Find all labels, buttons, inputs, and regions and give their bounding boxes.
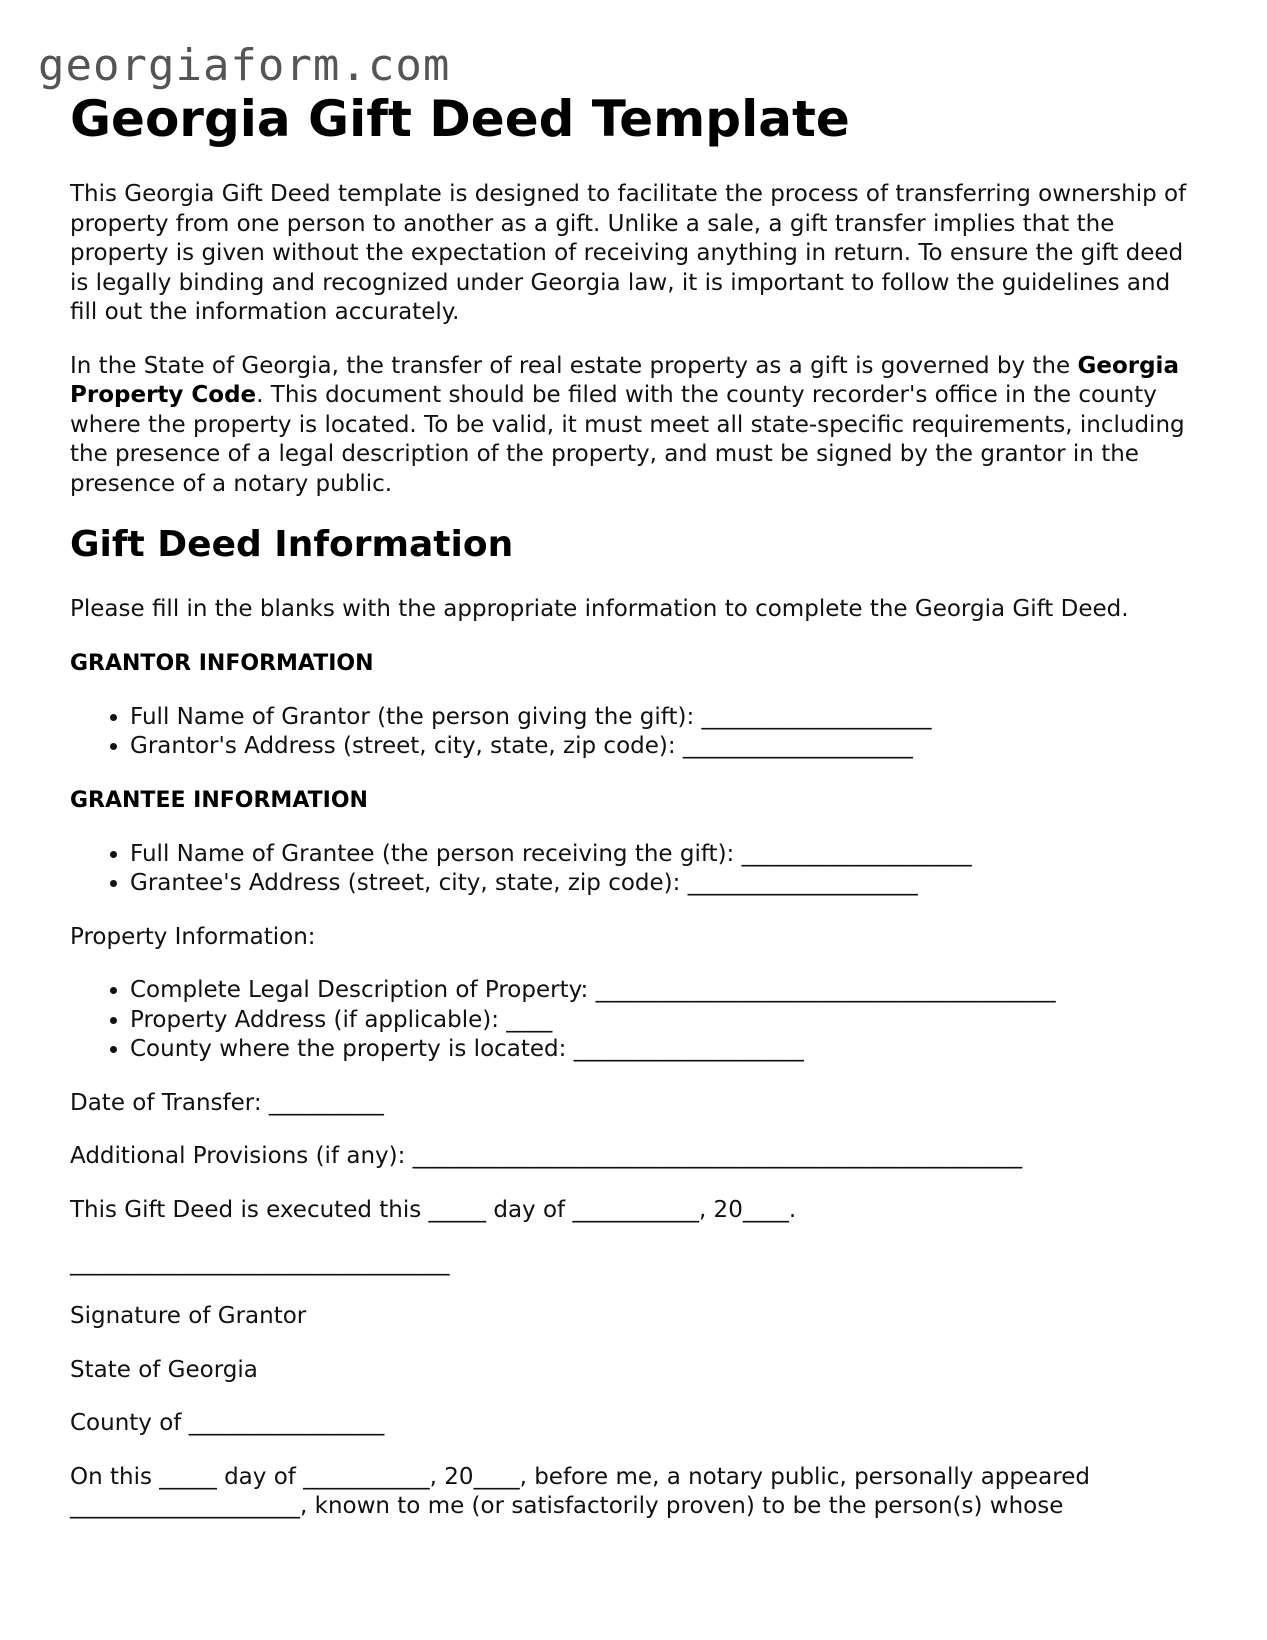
property-county-field: • County where the property is located: ____________________: [130, 1035, 1200, 1065]
date-of-transfer-field: Date of Transfer: __________: [70, 1089, 384, 1116]
grantor-list: [70, 703, 1200, 762]
document-body: [70, 86, 1200, 1546]
intro-paragraph-2-end: . This document should be filed with the county recorder's office in the county where the property is located. To be valid, it must meet all state-specific requirements, including the presence of a legal description of the property, and must be signed by the grantor in the presence of a notary public.: [70, 382, 1185, 497]
notary-acknowledgment: On this _____ day of ___________, 20____, before me, a notary public, personally appeared ____________________, known to me (or satisfactorily proven) to be the person(s) whose: [70, 1463, 1090, 1519]
signature-label: Signature of Grantor: [70, 1303, 307, 1329]
grantor-name-field: • Full Name of Grantor (the person giving the gift): ____________________: [130, 703, 1200, 733]
grantee-label: GRANTEE INFORMATION: [70, 787, 368, 813]
georgia-property-code: Georgia Property Code: [70, 352, 1179, 408]
county-field: County of _________________: [70, 1410, 385, 1436]
grantee-name-field: • Full Name of Grantee (the person receiving the gift): ____________________: [130, 840, 1200, 870]
execution-date-line: This Gift Deed is executed this _____ day of ___________, 20____.: [70, 1196, 797, 1223]
property-list: [70, 976, 1200, 1065]
intro-paragraph-1: This Georgia Gift Deed template is designed to facilitate the process of transferring ownership of property from one person to another as a gift. Unlike a sale, a gift transfer implies that the property is given without the expectation of receiving anything in return. To ensure the gift deed is legally binding and recognized under Georgia law, it is important to follow the guidelines and fill out the information accurately.: [70, 181, 1187, 325]
watermark-text: georgiaform.com: [38, 40, 451, 91]
additional-provisions-field: Additional Provisions (if any): _____________________________________________________: [70, 1143, 1023, 1169]
page-title: Georgia Gift Deed Template: [70, 90, 850, 148]
signature-line: _________________________________: [70, 1250, 450, 1276]
grantee-address-field: • Grantee's Address (street, city, state, zip code): ____________________: [130, 869, 1200, 899]
property-address-field: • Property Address (if applicable): ____: [130, 1006, 1200, 1036]
grantor-address-field: • Grantor's Address (street, city, state, zip code): ____________________: [130, 732, 1200, 762]
intro-paragraph-2-start: In the State of Georgia, the transfer of real estate property as a gift is governed by the: [70, 352, 1078, 379]
legal-description-field: • Complete Legal Description of Property: ________________________________________: [130, 976, 1200, 1006]
section-heading: Gift Deed Information: [70, 524, 514, 565]
intro-paragraph-2: [70, 352, 1200, 500]
grantor-label: GRANTOR INFORMATION: [70, 650, 374, 676]
state-line: State of Georgia: [70, 1356, 258, 1383]
grantee-list: [70, 840, 1200, 899]
instructions: Please fill in the blanks with the appropriate information to complete the Georgia Gift Deed.: [70, 596, 1129, 622]
property-label: Property Information:: [70, 923, 316, 950]
